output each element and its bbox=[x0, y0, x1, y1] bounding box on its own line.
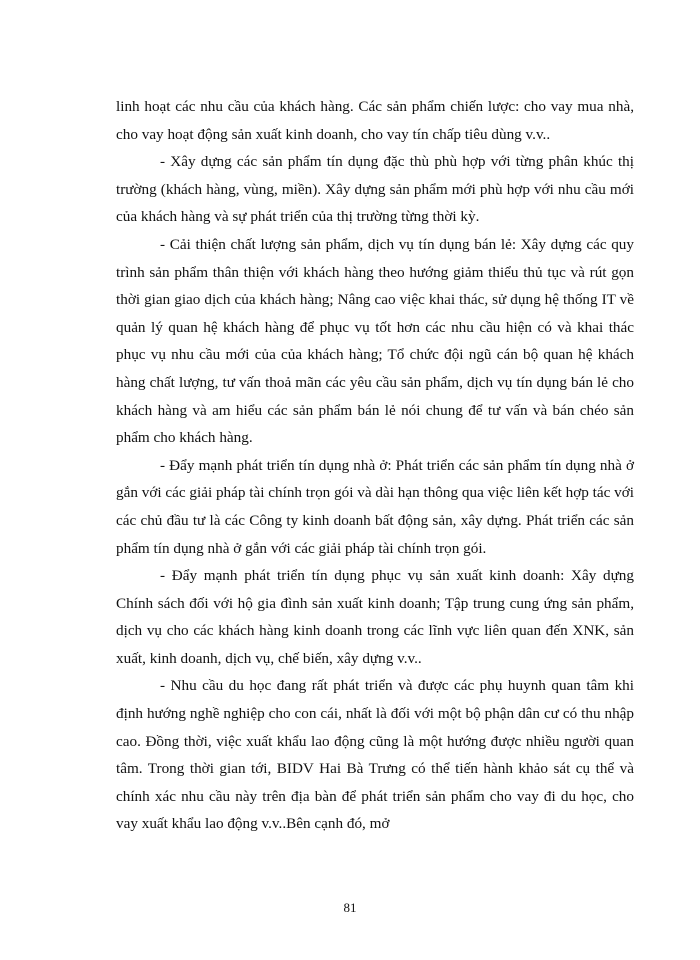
paragraph-business-credit: - Đẩy mạnh phát triển tín dụng phục vụ sản xuất kinh doanh: Xây dựng Chính sách đối với hộ gia đình sản xuất kinh doanh; Tập trung cung ứng sản phẩm, dịch vụ cho các khách hàng kinh doanh trong các lĩnh vực liên quan đến XNK, sản xuất, kinh doanh, dịch vụ, chế biến, xây dựng v.v.. bbox=[116, 567, 634, 667]
paragraph-service-quality: - Cải thiện chất lượng sản phẩm, dịch vụ tín dụng bán lẻ: Xây dựng các quy trình sản phẩm thân thiện với khách hàng theo hướng giảm thiểu thủ tục và rút gọn thời gian giao dịch của khách hàng; Nâng cao việc khai thác, sử dụng hệ thống IT về quản lý quan hệ khách hàng để phục vụ tốt hơn các nhu cầu hiện có và khai thác phục vụ nhu cầu mới của của khách hàng; Tổ chức đội ngũ cán bộ quan hệ khách hàng chất lượng, tư vấn thoả mãn các yêu cầu sản phẩm, dịch vụ tín dụng bán lẻ cho khách hàng và am hiểu các sản phẩm bán lẻ nói chung để tư vấn và bán chéo sản phẩm cho khách hàng. bbox=[116, 235, 634, 447]
page-number: 81 bbox=[343, 900, 357, 915]
body-text bbox=[116, 93, 634, 838]
paragraph-market-segments: - Xây dựng các sản phẩm tín dụng đặc thù phù hợp với từng phân khúc thị trường (khách hàng, vùng, miền). Xây dựng sản phẩm mới phù hợp với nhu cầu mới của khách hàng và sự phát triển của thị trường từng thời kỳ. bbox=[116, 153, 634, 226]
paragraph-continuation: linh hoạt các nhu cầu của khách hàng. Các sản phẩm chiến lược: cho vay mua nhà, cho vay hoạt động sản xuất kinh doanh, cho vay tín chấp tiêu dùng v.v.. bbox=[116, 98, 634, 143]
paragraph-study-abroad: - Nhu cầu du học đang rất phát triển và được các phụ huynh quan tâm khi định hướng nghề nghiệp cho con cái, nhất là đối với một bộ phận dân cư có thu nhập cao. Đồng thời, việc xuất khẩu lao động cũng là một hướng được nhiều người quan tâm. Trong thời gian tới, BIDV Hai Bà Trưng có thể tiến hành khảo sát cụ thể và chính xác nhu cầu này trên địa bàn để phát triển sản phẩm cho vay đi du học, cho vay xuất khẩu lao động v.v..Bên cạnh đó, mở bbox=[116, 677, 634, 833]
paragraph-housing-credit: - Đẩy mạnh phát triển tín dụng nhà ở: Phát triển các sản phẩm tín dụng nhà ở gắn với các giải pháp tài chính trọn gói và dài hạn thông qua việc liên kết hợp tác với các chủ đầu tư là các Công ty kinh doanh bất động sản, xây dựng. Phát triển các sản phẩm tín dụng nhà ở gắn với các giải pháp tài chính trọn gói. bbox=[116, 456, 634, 557]
